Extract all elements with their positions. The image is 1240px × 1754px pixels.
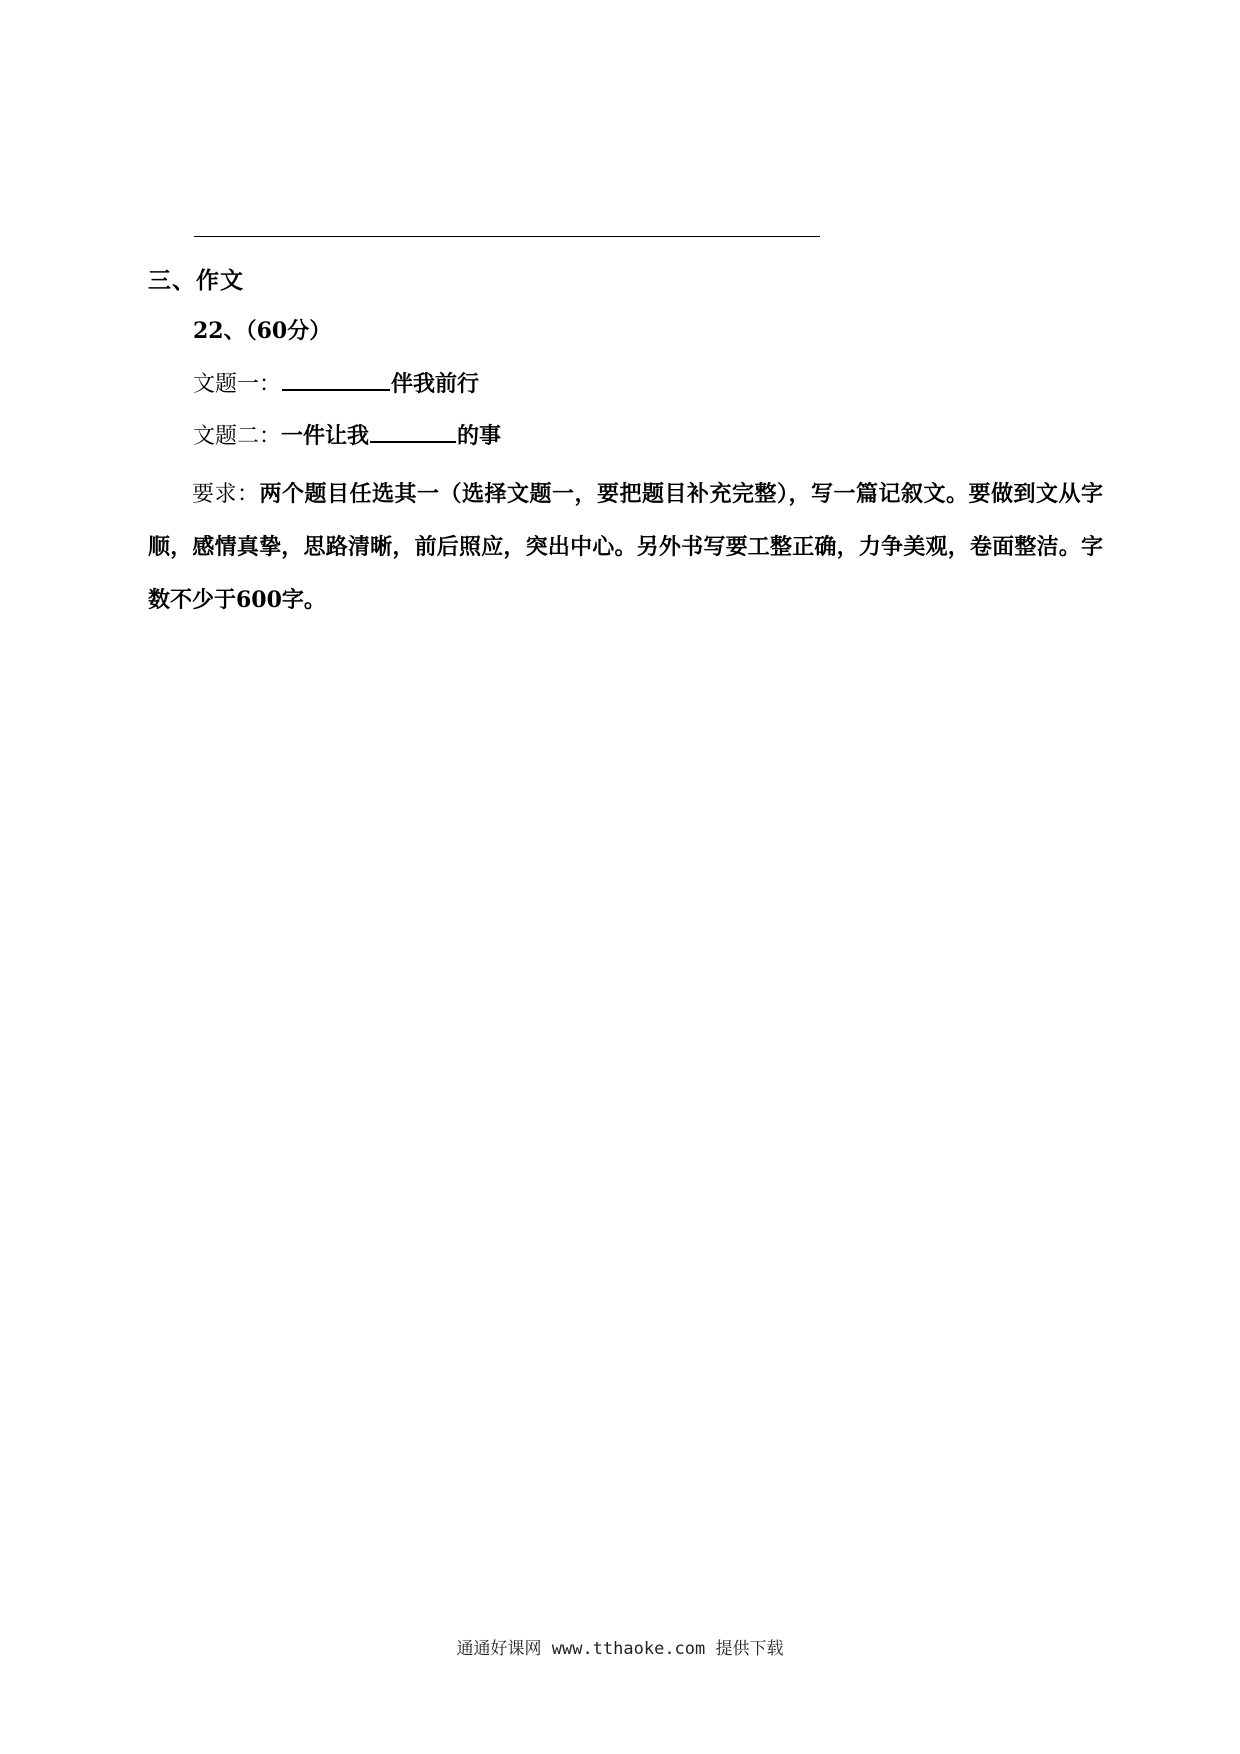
section-heading: 三、作文 [148,267,244,294]
question-number: 22、（60分） [193,318,332,344]
topic-one-blank [282,367,390,391]
requirements-text: 两个题目任选其一（选择文题一，要把题目补充完整），写一篇记叙文。要做到文从字顺，感情真挚，思路清晰，前后照应，突出中心。另外书写要工整正确，力争美观，卷面整洁。字数不少于600字。 [148,481,1103,613]
topic-one-label: 文题一： [193,372,282,397]
topic-two [193,419,501,450]
footer-source: 通通好课网 www.tthaoke.com 提供下载 [456,1639,784,1659]
topic-two-blank [370,419,456,443]
answer-line [194,236,820,237]
topic-two-label: 文题二： [193,424,282,449]
requirements-label: 要求： [192,482,260,507]
topic-two-text-before: 一件让我 [281,423,370,449]
topic-two-text-after: 的事 [457,423,502,449]
requirements-paragraph [148,468,1103,627]
topic-one-text: 伴我前行 [391,371,480,397]
topic-one [193,367,479,398]
